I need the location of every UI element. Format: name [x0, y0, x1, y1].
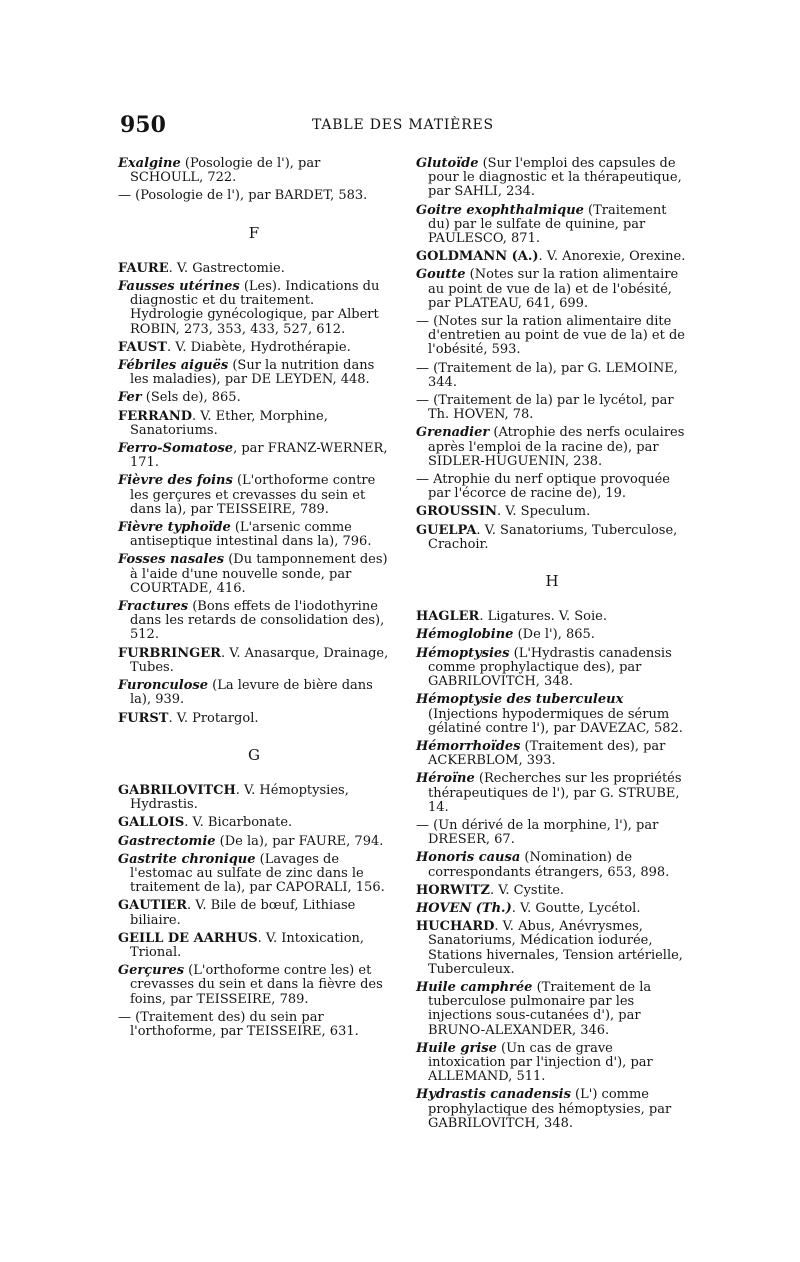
- section-letter-g: G: [248, 745, 260, 764]
- entry-text: . V. Diabète, Hydrothérapie.: [166, 339, 351, 355]
- entry-text: . V. Anasarque, Drainage, Tubes.: [130, 645, 389, 675]
- entry-heading: HOVEN (Th.): [416, 900, 512, 916]
- entry-text: (De la), par FAURE, 794.: [215, 833, 384, 849]
- entry-text: . Ligatures. V. Soie.: [479, 609, 607, 625]
- index-entry: [416, 250, 688, 264]
- entry-heading: Fausses utérines: [118, 279, 240, 295]
- entry-text: (Traitement du) par le sulfate de quinine, par PAULESCO, 871.: [428, 202, 667, 247]
- index-entry: [416, 851, 688, 879]
- entry-heading: Gastrectomie: [118, 833, 216, 849]
- entry-text: . V. Goutte, Lycétol.: [511, 900, 641, 916]
- entry-heading: GAUTIER: [118, 898, 187, 914]
- entry-heading: Honoris causa: [416, 850, 521, 866]
- index-block: [416, 157, 688, 552]
- index-entry: [118, 712, 390, 726]
- index-entry: [118, 964, 390, 1007]
- index-entry: [118, 442, 390, 470]
- index-entry: [118, 1011, 390, 1039]
- entry-text: (L'orthoforme contre les gerçures et crevasses du sein et dans la), par TEISSEIRE, 789.: [130, 473, 376, 517]
- index-entry: [416, 524, 688, 552]
- entry-heading: Hémorrhoïdes: [416, 738, 521, 754]
- entry-text: (Un cas de grave intoxication par l'injection d'), par ALLEMAND, 511.: [428, 1040, 653, 1085]
- index-entry: [118, 853, 390, 896]
- entry-text: (De l'), 865.: [513, 627, 595, 643]
- index-entry: [416, 819, 688, 847]
- entry-text: (Notes sur la ration alimentaire au point de vue de la) et de l'obésité, par PLATEAU, 641, 699.: [428, 267, 679, 311]
- entry-heading: GABRILOVITCH: [118, 782, 236, 798]
- entry-heading: Exalgine: [118, 156, 181, 171]
- index-entry: [416, 902, 688, 916]
- entry-text: — (Notes sur la ration alimentaire dite d'entretien au point de vue de la) et de l'obésité, 593.: [416, 314, 685, 358]
- section-letter-h: H: [545, 572, 559, 591]
- index-entry: [416, 315, 688, 358]
- entry-text: (L'Hydrastis canadensis comme prophylactique des), par GABRILOVITCH, 348.: [428, 645, 672, 690]
- entry-text: — (Un dérivé de la morphine, l'), par DRESER, 67.: [416, 817, 659, 848]
- entry-heading: Goitre exophthalmique: [416, 202, 584, 218]
- index-entry: [416, 1042, 688, 1085]
- entry-heading: Hémoptysies: [416, 645, 510, 661]
- index-block: [118, 784, 390, 1039]
- entry-text: . V. Bicarbonate.: [184, 815, 293, 831]
- entry-heading: Grenadier: [416, 425, 490, 441]
- entry-text: . V. Bile de bœuf, Lithiase biliaire.: [130, 898, 356, 928]
- entry-text: — Atrophie du nerf optique provoquée par l'écorce de racine de), 19.: [416, 472, 670, 502]
- entry-heading: HORWITZ: [416, 882, 490, 898]
- entry-heading: Fièvre typhoïde: [118, 520, 231, 536]
- index-entry: [118, 521, 390, 549]
- entry-text: (L') comme prophylactique des hémoptysies, par GABRILOVITCH, 348.: [428, 1087, 672, 1131]
- index-entry: [416, 628, 688, 642]
- entry-text: — (Traitement de la), par G. LEMOINE, 344.: [416, 360, 678, 390]
- index-entry: [416, 884, 688, 898]
- entry-heading: Ferro-Somatose: [118, 441, 234, 457]
- entry-heading: FERRAND: [118, 408, 192, 424]
- entry-heading: GUELPA: [416, 522, 477, 538]
- index-entry: [118, 280, 390, 337]
- entry-heading: FAURE: [118, 260, 169, 276]
- index-block: [118, 157, 390, 204]
- entry-text: — (Traitement des) du sein par l'orthoforme, par TEISSEIRE, 631.: [118, 1009, 359, 1039]
- index-block: [118, 262, 390, 726]
- entry-text: (Posologie de l'), par SCHOULL, 722.: [130, 156, 321, 186]
- index-entry: [416, 647, 688, 690]
- entry-heading: FURBRINGER: [118, 645, 221, 661]
- entry-heading: Fractures: [118, 599, 189, 615]
- entry-text: . V. Sanatoriums, Tuberculose, Crachoir.: [428, 522, 678, 552]
- entry-text: (Lavages de l'estomac au sulfate de zinc dans le traitement de la), par CAPORALI, 156.: [130, 851, 385, 896]
- entry-heading: GOLDMANN (A.): [416, 249, 539, 265]
- entry-text: (Nomination) de correspondants étrangers, 653, 898.: [428, 850, 670, 880]
- entry-text: . V. Abus, Anévrysmes, Sanatoriums, Médication iodurée, Stations hivernales, Tension artérielle, Tuberculeux.: [428, 919, 683, 977]
- entry-text: (Sels de), 865.: [141, 390, 241, 406]
- index-entry: [416, 157, 688, 200]
- entry-heading: Fer: [118, 390, 142, 406]
- left-column: [118, 157, 390, 1043]
- running-title: TABLE DES MATIÈRES: [312, 117, 494, 133]
- section-letter-f: F: [248, 223, 260, 242]
- index-entry: [118, 784, 390, 812]
- index-entry: [118, 835, 390, 849]
- entry-text: . V. Anorexie, Orexine.: [538, 249, 686, 265]
- index-block: [416, 610, 688, 1131]
- entry-text: (La levure de bière dans la), 939.: [130, 678, 373, 708]
- index-entry: [416, 740, 688, 768]
- entry-heading: HAGLER: [416, 609, 480, 625]
- entry-text: . V. Ether, Morphine, Sanatoriums.: [130, 408, 328, 438]
- right-column: [416, 157, 688, 1135]
- entry-text: . V. Cystite.: [489, 882, 565, 898]
- index-entry: [416, 473, 688, 501]
- entry-text: (Sur l'emploi des capsules de pour le diagnostic et la thérapeutique, par SAHLI, 234.: [428, 156, 682, 200]
- entry-heading: Hémoglobine: [416, 627, 514, 643]
- index-entry: [416, 920, 688, 977]
- index-entry: [118, 359, 390, 387]
- entry-text: . V. Hémoptysies, Hydrastis.: [130, 782, 349, 813]
- index-entry: [416, 268, 688, 311]
- index-entry: [118, 899, 390, 927]
- index-entry: [118, 932, 390, 960]
- index-entry: [416, 505, 688, 519]
- entry-heading: GEILL DE AARHUS: [118, 930, 258, 946]
- entry-text: — (Posologie de l'), par BARDET, 583.: [118, 188, 368, 204]
- index-entry: [118, 157, 390, 185]
- index-entry: [118, 600, 390, 643]
- index-entry: [416, 610, 688, 624]
- entry-text: (Du tamponnement des) à l'aide d'une nouvelle sonde, par COURTADE, 416.: [130, 552, 388, 596]
- entry-text: (Sur la nutrition dans les maladies), par DE LEYDEN, 448.: [130, 358, 375, 388]
- entry-text: . V. Gastrectomie.: [168, 260, 285, 276]
- entry-heading: Fébriles aiguës: [118, 358, 229, 374]
- entry-heading: Huile camphrée: [416, 979, 533, 995]
- entry-heading: Fosses nasales: [118, 552, 225, 568]
- entry-text: — (Traitement de la) par le lycétol, par Th. HOVEN, 78.: [416, 393, 674, 423]
- entry-text: . V. Protargol.: [168, 710, 259, 726]
- index-entry: [416, 693, 688, 736]
- entry-heading: GALLOIS: [118, 815, 185, 831]
- index-entry: [118, 679, 390, 707]
- index-entry: [416, 204, 688, 247]
- entry-text: . V. Intoxication, Trional.: [130, 930, 365, 960]
- entry-heading: Fièvre des foins: [118, 473, 233, 489]
- index-entry: [416, 362, 688, 390]
- entry-text: , par FRANZ-WERNER, 171.: [130, 441, 388, 471]
- entry-text: (Traitement de la tuberculose pulmonaire par les injections sous-cutanées d'), par BRUNO-ALEXANDER, 346.: [428, 979, 652, 1038]
- entry-heading: Huile grise: [416, 1040, 497, 1056]
- entry-heading: Héroïne: [416, 771, 475, 787]
- entry-heading: Gerçures: [118, 963, 185, 979]
- index-entry: [118, 647, 390, 675]
- index-entry: [118, 189, 390, 203]
- entry-heading: Goutte: [416, 267, 466, 283]
- entry-text: (Recherches sur les propriétés thérapeutiques de l'), par G. STRUBE, 14.: [428, 771, 682, 815]
- page-number: 950: [120, 112, 166, 138]
- entry-text: (Les). Indications du diagnostic et du traitement. Hydrologie gynécologique, par Albert ROBIN, 273, 353, 433, 527, 612.: [130, 279, 380, 337]
- index-entry: [118, 410, 390, 438]
- index-entry: [416, 426, 688, 469]
- entry-text: (Bons effets de l'iodothyrine dans les retards de consolidation des), 512.: [130, 599, 385, 643]
- page-header: [120, 112, 700, 139]
- entry-heading: FURST: [118, 710, 169, 726]
- index-entry: [118, 262, 390, 276]
- index-entry: [416, 981, 688, 1038]
- index-entry: [416, 772, 688, 815]
- index-entry: [118, 553, 390, 596]
- index-entry: [416, 1088, 688, 1131]
- index-entry: [118, 391, 390, 405]
- entry-text: (Injections hypodermiques de sérum gélatiné contre l'), par DAVEZAC, 582.: [428, 706, 683, 736]
- index-entry: [118, 341, 390, 355]
- index-entry: [416, 394, 688, 422]
- entry-text: (L'orthoforme contre les) et crevasses du sein et dans la fièvre des foins, par TEISSEIRE, 789.: [130, 963, 383, 1007]
- entry-heading: Furonculose: [118, 678, 208, 694]
- entry-heading: FAUST: [118, 339, 167, 355]
- entry-heading: Hémoptysie des tuberculeux: [416, 692, 624, 708]
- entry-heading: Glutoïde: [416, 156, 479, 171]
- entry-text: . V. Speculum.: [497, 504, 591, 520]
- entry-heading: Gastrite chronique: [118, 851, 256, 867]
- index-entry: [118, 474, 390, 517]
- entry-heading: HUCHARD: [416, 919, 495, 935]
- entry-heading: GROUSSIN: [416, 504, 498, 520]
- entry-text: (Atrophie des nerfs oculaires après l'emploi de la racine de), par SIDLER-HUGUENIN, 238.: [428, 425, 685, 469]
- entry-text: (L'arsenic comme antiseptique intestinal dans la), 796.: [130, 520, 372, 550]
- entry-text: (Traitement des), par ACKERBLOM, 393.: [428, 738, 666, 769]
- index-entry: [118, 816, 390, 830]
- entry-heading: Hydrastis canadensis: [416, 1087, 571, 1103]
